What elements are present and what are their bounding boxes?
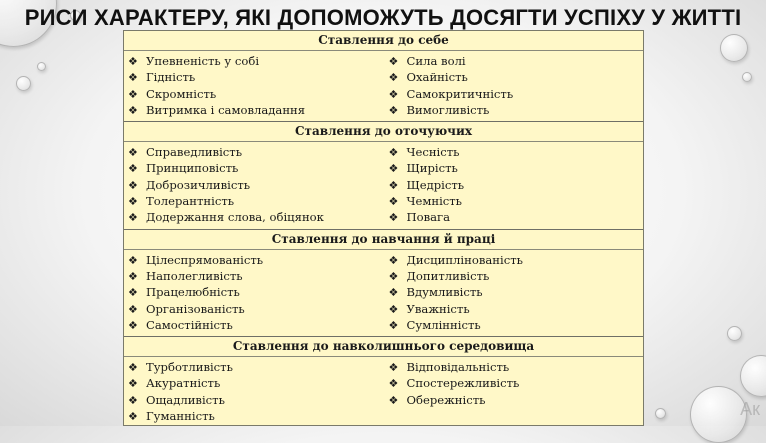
diamond-bullet-icon: ❖ [128,195,138,209]
diamond-bullet-icon: ❖ [388,211,399,225]
diamond-bullet-icon: ❖ [128,302,138,316]
trait-item: ❖ Чемність [389,193,644,209]
section-heading: Ставлення до навколишнього середовища [124,337,643,357]
water-drop-decoration [690,386,747,443]
diamond-bullet-icon: ❖ [388,87,399,101]
diamond-bullet-icon: ❖ [128,269,138,283]
trait-item: ❖ Сумлінність [389,317,644,333]
diamond-bullet-icon: ❖ [388,302,399,316]
left-column [124,359,383,424]
trait-item: ❖ Самокритичність [389,86,644,102]
left-column [124,252,383,333]
right-column [383,252,644,333]
diamond-bullet-icon: ❖ [128,146,138,160]
diamond-bullet-icon: ❖ [388,71,399,85]
diamond-bullet-icon: ❖ [128,103,138,117]
right-column [383,359,644,424]
trait-item: ❖ Турботливість [128,359,383,375]
trait-item: ❖ Наполегливість [128,268,383,284]
diamond-bullet-icon: ❖ [388,103,399,117]
section-environment [124,337,643,426]
water-drop-decoration [740,355,766,397]
diamond-bullet-icon: ❖ [388,393,399,407]
water-drop-decoration [727,326,742,341]
slide-title: РИСИ ХАРАКТЕРУ, ЯКІ ДОПОМОЖУТЬ ДОСЯГТИ УСПІХУ У ЖИТТІ [24,5,742,30]
diamond-bullet-icon: ❖ [128,71,138,85]
diamond-bullet-icon: ❖ [128,87,138,101]
diamond-bullet-icon: ❖ [388,361,399,375]
trait-item: ❖ Сила волі [389,53,644,69]
trait-item: ❖ Акуратність [128,375,383,391]
section-others [124,122,643,229]
trait-item: ❖ Толерантність [128,193,383,209]
trait-item: ❖ Обережність [389,392,644,408]
trait-item: ❖ Допитливість [389,268,644,284]
trait-item: ❖ Принциповість [128,160,383,176]
diamond-bullet-icon: ❖ [388,178,399,192]
water-drop-decoration [16,76,31,91]
trait-item: ❖ Витримка і самовладання [128,102,383,118]
character-traits-table [123,30,644,426]
water-drop-decoration [655,408,666,419]
section-heading: Ставлення до оточуючих [124,122,643,142]
water-drop-decoration [742,72,752,82]
diamond-bullet-icon: ❖ [128,286,138,300]
right-column [383,53,644,118]
diamond-bullet-icon: ❖ [388,195,399,209]
diamond-bullet-icon: ❖ [388,146,399,160]
trait-item: ❖ Цілеспрямованість [128,252,383,268]
trait-item: ❖ Відповідальність [389,359,644,375]
trait-item: ❖ Уважність [389,301,644,317]
trait-item: ❖ Чесність [389,144,644,160]
trait-item: ❖ Організованість [128,301,383,317]
diamond-bullet-icon: ❖ [128,318,138,332]
trait-item: ❖ Ощадливість [128,392,383,408]
diamond-bullet-icon: ❖ [128,162,138,176]
left-column [124,53,383,118]
diamond-bullet-icon: ❖ [128,178,138,192]
section-heading: Ставлення до навчання й праці [124,230,643,250]
diamond-bullet-icon: ❖ [388,318,399,332]
trait-item: ❖ Упевненість у собі [128,53,383,69]
trait-item: ❖ Щедрість [389,177,644,193]
diamond-bullet-icon: ❖ [388,269,399,283]
trait-item: ❖ Щирість [389,160,644,176]
trait-item: ❖ Спостережливість [389,375,644,391]
trait-item: ❖ Доброзичливість [128,177,383,193]
diamond-bullet-icon: ❖ [128,253,138,267]
diamond-bullet-icon: ❖ [128,55,138,68]
section-study-work [124,230,643,337]
trait-item: ❖ Скромність [128,86,383,102]
watermark-text: Ак [740,399,760,419]
water-drop-decoration [720,34,748,62]
trait-item: ❖ Вдумливість [389,284,644,300]
diamond-bullet-icon: ❖ [388,377,399,391]
diamond-bullet-icon: ❖ [128,211,138,225]
diamond-bullet-icon: ❖ [128,361,138,375]
trait-item: ❖ Вимогливість [389,102,644,118]
trait-item: ❖ Гуманність [128,408,383,424]
diamond-bullet-icon: ❖ [388,286,399,300]
trait-item: ❖ Повага [389,209,644,225]
trait-item: ❖ Охайність [389,69,644,85]
section-heading: Ставлення до себе [124,31,643,51]
trait-item: ❖ Працелюбність [128,284,383,300]
trait-item: ❖ Справедливість [128,144,383,160]
diamond-bullet-icon: ❖ [128,393,138,407]
trait-item: ❖ Дисциплінованість [389,252,644,268]
diamond-bullet-icon: ❖ [388,55,399,68]
left-column [124,144,383,225]
trait-item: ❖ Самостійність [128,317,383,333]
trait-item: ❖ Гідність [128,69,383,85]
diamond-bullet-icon: ❖ [388,162,399,176]
section-self [124,31,643,122]
water-drop-decoration [37,62,46,71]
trait-item: ❖ Додержання слова, обіцянок [128,209,383,225]
diamond-bullet-icon: ❖ [128,377,138,391]
diamond-bullet-icon: ❖ [388,253,399,267]
diamond-bullet-icon: ❖ [128,410,138,424]
right-column [383,144,644,225]
